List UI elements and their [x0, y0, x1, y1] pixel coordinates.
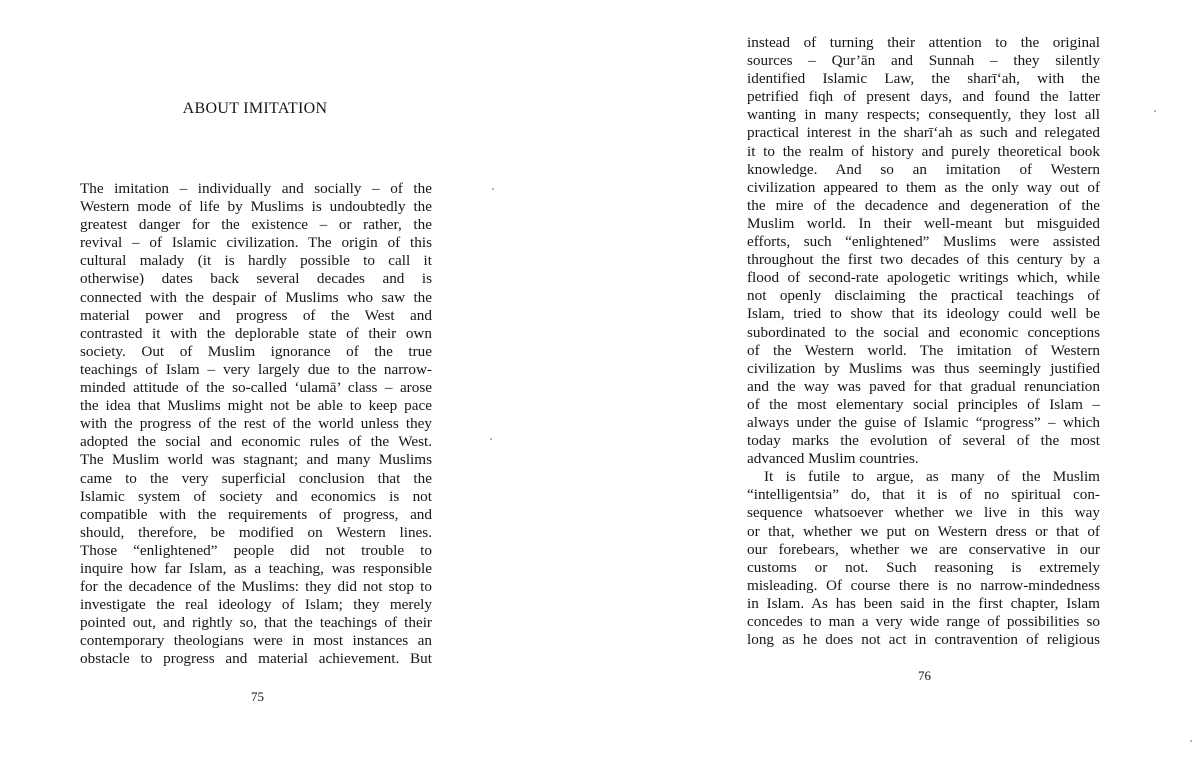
right-page-body — [747, 34, 1100, 649]
speck-mark — [1190, 740, 1192, 742]
text-line: should, therefore, be modified on Western lines. — [80, 523, 432, 541]
text-line: “intelligentsia” do, that it is of no spiritual con- — [747, 486, 1100, 504]
text-line: material power and progress of the West and — [80, 306, 432, 324]
text-line: instead of turning their attention to the original — [747, 34, 1100, 51]
text-line: long as he does not act in contravention of religious — [747, 631, 1100, 649]
text-line: knowledge. And so an imitation of Western — [747, 160, 1100, 178]
text-line: Islam, tried to show that its ideology could well be — [747, 305, 1100, 323]
text-line: identified Islamic Law, the sharī‘ah, with the — [747, 70, 1100, 88]
text-line: otherwise) dates back several decades and is — [80, 270, 432, 288]
text-line: Those “enlightened” people did not trouble to — [80, 541, 432, 559]
text-line: compatible with the requirements of progress, and — [80, 505, 432, 523]
text-line: Islamic system of society and economics is not — [80, 487, 432, 505]
text-line: sequence whatsoever whether we live in this way — [747, 504, 1100, 522]
page-number: 75 — [251, 689, 264, 704]
text-line: advanced Muslim countries. — [747, 450, 919, 468]
text-line: with the progress of the rest of the world unless they — [80, 415, 432, 433]
text-line: investigate the real ideology of Islam; they merely — [80, 596, 432, 614]
text-line: always under the guise of Islamic “progress” – which — [747, 413, 1100, 431]
text-line: sources – Qur’ān and Sunnah – they silently — [747, 52, 1100, 70]
speck-mark — [490, 438, 492, 440]
text-line: The Muslim world was stagnant; and many Muslims — [80, 451, 432, 469]
text-line: the mire of the decadence and degeneration of the — [747, 196, 1100, 214]
text-line: today marks the evolution of several of the most — [747, 432, 1100, 450]
text-line: civilization appeared to them as the only way out of — [747, 178, 1100, 196]
text-line: our forebears, whether we are conservative in our — [747, 540, 1100, 558]
text-line: it to the realm of history and purely theoretical book — [747, 142, 1100, 160]
text-line: or that, whether we put on Western dress or that of — [747, 522, 1100, 540]
text-line: contrasted it with the deplorable state of their own — [80, 324, 432, 342]
page-number: 76 — [918, 668, 931, 683]
text-line: cultural malady (it is hardly possible to call it — [80, 252, 432, 270]
text-line: subordinated to the social and economic conceptions — [747, 323, 1100, 341]
text-line: pointed out, and rightly so, that the teachings of their — [80, 614, 432, 632]
right-page — [600, 0, 1200, 773]
text-line: obstacle to progress and material achievement. But — [80, 650, 432, 668]
text-line: Western mode of life by Muslims is undoubtedly the — [80, 198, 432, 216]
chapter-title: ABOUT IMITATION — [182, 100, 328, 117]
text-line: not openly disclaiming the practical teachings of — [747, 287, 1100, 305]
text-line: came to the very superficial conclusion that the — [80, 469, 432, 487]
text-line: connected with the despair of Muslims who saw the — [80, 288, 432, 306]
text-line: efforts, such “enlightened” Muslims were assisted — [747, 233, 1100, 251]
text-line: concedes to man a very wide range of possibilities so — [747, 613, 1100, 630]
text-line: civilization by Muslims was thus seemingly justified — [747, 359, 1100, 377]
text-line: throughout the first two decades of this century by a — [747, 251, 1100, 269]
speck-mark — [492, 188, 494, 190]
text-line: inquire how far Islam, as a teaching, was responsible — [80, 559, 432, 577]
text-line: of the most elementary social principles of Islam – — [747, 395, 1100, 413]
text-line: greatest danger for the existence – or rather, the — [80, 216, 432, 234]
text-line: minded attitude of the so-called ‘ulamā’ class – arose — [80, 379, 432, 397]
left-page-body — [80, 180, 432, 669]
text-line: customs or not. Such reasoning is extremely — [747, 558, 1100, 576]
text-line: in Islam. As has been said in the first chapter, Islam — [747, 594, 1100, 612]
text-line: contemporary theologians were in most instances an — [80, 632, 432, 650]
text-line: Muslim world. In their well-meant but misguided — [747, 214, 1100, 232]
text-line: flood of second-rate apologetic writings which, while — [747, 269, 1100, 287]
text-line: It is futile to argue, as many of the Muslim — [764, 468, 1100, 486]
text-line: revival – of Islamic civilization. The origin of this — [80, 234, 432, 252]
text-line: teachings of Islam – very largely due to the narrow- — [80, 360, 432, 378]
text-line: and the way was paved for that gradual renunciation — [747, 377, 1100, 395]
text-line: petrified fiqh of present days, and found the latter — [747, 88, 1100, 106]
text-line: of the Western world. The imitation of Western — [747, 341, 1100, 359]
text-line: society. Out of Muslim ignorance of the true — [80, 342, 432, 360]
text-line: The imitation – individually and socially – of the — [80, 180, 432, 197]
speck-mark — [1154, 110, 1156, 112]
text-line: wanting in many respects; consequently, they lost all — [747, 106, 1100, 124]
text-line: practical interest in the sharī‘ah as such and relegated — [747, 124, 1100, 142]
text-line: adopted the social and economic rules of the West. — [80, 433, 432, 451]
text-line: misleading. Of course there is no narrow-mindedness — [747, 576, 1100, 594]
text-line: for the decadence of the Muslims: they did not stop to — [80, 578, 432, 596]
text-line: the idea that Muslims might not be able to keep pace — [80, 397, 432, 415]
